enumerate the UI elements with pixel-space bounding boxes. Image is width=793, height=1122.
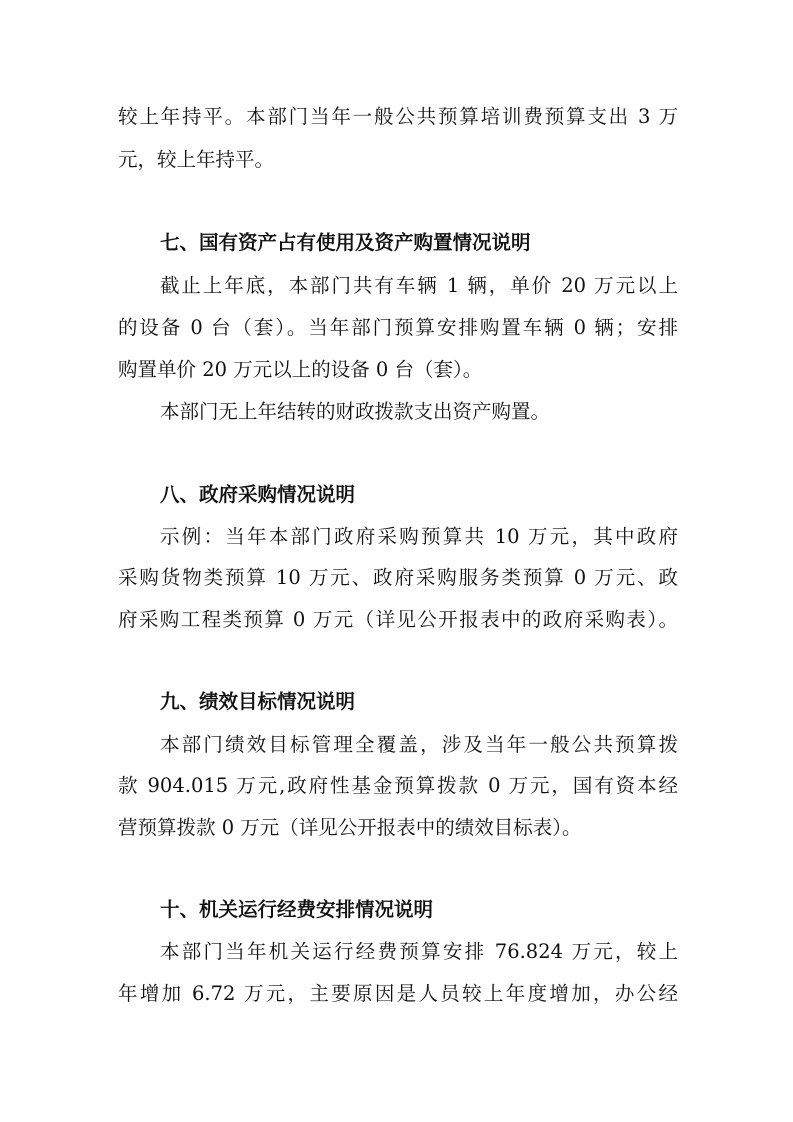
paragraph-line: 的设备 0 台（套）。当年部门预算安排购置车辆 0 辆；安排	[118, 316, 678, 339]
section-heading-10: 十、机关运行经费安排情况说明	[160, 898, 434, 921]
paragraph-line: 示例：当年本部门政府采购预算共 10 万元，其中政府	[160, 525, 678, 548]
section-heading-8: 八、政府采购情况说明	[160, 483, 356, 506]
paragraph-line: 截止上年底，本部门共有车辆 1 辆，单价 20 万元以上	[160, 274, 678, 297]
paragraph-line: 采购货物类预算 10 万元、政府采购服务类预算 0 万元、政	[118, 566, 678, 589]
paragraph-line: 府采购工程类预算 0 万元（详见公开报表中的政府采购表）。	[118, 608, 678, 631]
paragraph-line: 本部门无上年结转的财政拨款支出资产购置。	[160, 400, 551, 423]
section-heading-9: 九、绩效目标情况说明	[160, 690, 356, 713]
paragraph-line: 本部门绩效目标管理全覆盖，涉及当年一般公共预算拨	[160, 733, 678, 756]
paragraph-line: 较上年持平。本部门当年一般公共预算培训费预算支出 3 万	[118, 105, 678, 128]
paragraph-line: 年增加 6.72 万元，主要原因是人员较上年度增加，办公经	[118, 982, 678, 1005]
section-heading-7: 七、国有资产占有使用及资产购置情况说明	[160, 231, 531, 254]
paragraph-line: 款 904.015 万元,政府性基金预算拨款 0 万元，国有资本经	[118, 774, 678, 797]
paragraph-line: 本部门当年机关运行经费预算安排 76.824 万元，较上	[160, 940, 678, 963]
paragraph-line: 营预算拨款 0 万元（详见公开报表中的绩效目标表）。	[118, 816, 582, 839]
paragraph-line: 购置单价 20 万元以上的设备 0 台（套）。	[118, 358, 483, 381]
paragraph-line: 元，较上年持平。	[118, 148, 275, 171]
